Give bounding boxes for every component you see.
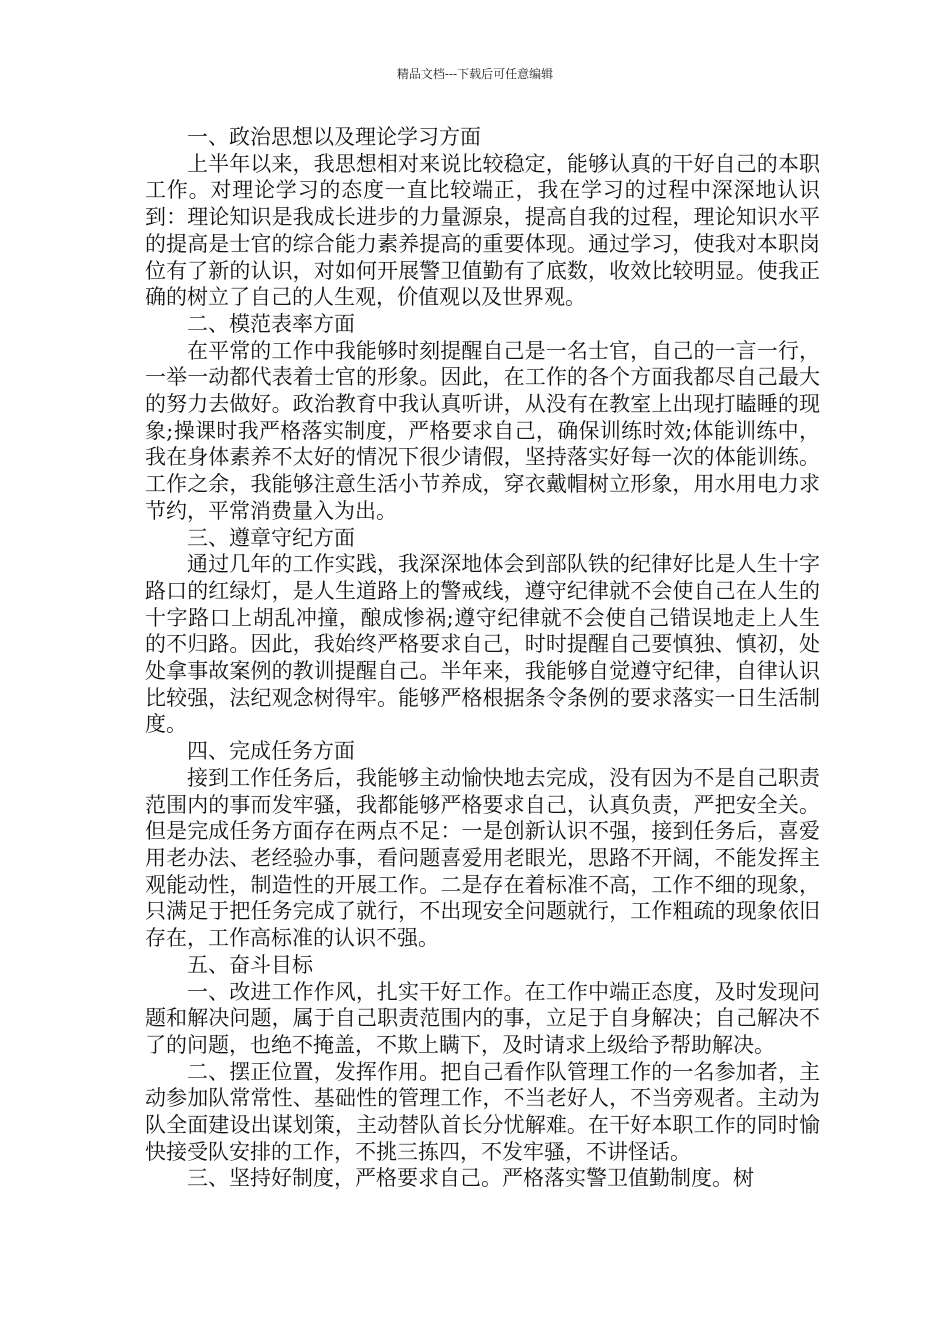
- paragraph-discipline: 通过几年的工作实践，我深深地体会到部队铁的纪律好比是人生十字路口的红绿灯，是人生道路上的警戒线，遵守纪律就不会使自己在人生的十字路口上胡乱冲撞，酿成惨祸;遵守纪律就不会使自己错误地走上人生的不归路。因此，我始终严格要求自己，时时提醒自己要慎独、慎初，处处拿事故案例的教训提醒自己。半年来，我能够自觉遵守纪律，自律认识比较强，法纪观念树得牢。能够严格根据条令条例的要求落实一日生活制度。: [145, 552, 820, 737]
- paragraph-politics: 上半年以来，我思想相对来说比较稳定，能够认真的干好自己的本职工作。对理论学习的态度一直比较端正，我在学习的过程中深深地认识到：理论知识是我成长进步的力量源泉，提高自我的过程，理论知识水平的提高是士官的综合能力素养提高的重要体现。通过学习，使我对本职岗位有了新的认识，对如何开展警卫值勤有了底数，收效比较明显。使我正确的树立了自己的人生观，价值观以及世界观。: [145, 151, 820, 310]
- paragraph-role-model: 在平常的工作中我能够时刻提醒自己是一名士官，自己的一言一行，一举一动都代表着士官的形象。因此，在工作的各个方面我都尽自己最大的努力去做好。政治教育中我认真听讲，从没有在教室上出现打瞌睡的现象;操课时我严格落实制度，严格要求自己，确保训练时效;体能训练中，我在身体素养不太好的情况下很少请假，坚持落实好每一次的体能训练。工作之余，我能够注意生活小节养成，穿衣戴帽树立形象，用水用电力求节约，平常消费量入为出。: [145, 338, 820, 523]
- section-heading-politics: 一、政治思想以及理论学习方面: [187, 125, 481, 149]
- paragraph-goal-position: 二、摆正位置，发挥作用。把自己看作队管理工作的一名参加者，主动参加队常常性、基础性的管理工作，不当老好人，不当旁观者。主动为队全面建设出谋划策，主动替队首长分忧解难。在干好本职工作的同时愉快接受队安排的工作，不挑三拣四，不发牢骚，不讲怪话。: [145, 1059, 820, 1164]
- section-heading-discipline: 三、遵章守纪方面: [187, 525, 355, 550]
- document-body: [145, 124, 820, 1192]
- section-heading-role-model: 二、模范表率方面: [187, 311, 355, 336]
- paragraph-goal-work-style: 一、改进工作作风，扎实干好工作。在工作中端正态度，及时发现问题和解决问题，属于自己职责范围内的事，立足于自身解决；自己解决不了的问题，也绝不掩盖，不欺上瞒下，及时请求上级给予帮助解决。: [145, 979, 820, 1057]
- paragraph-tasks: 接到工作任务后，我能够主动愉快地去完成，没有因为不是自己职责范围内的事而发牢骚，我都能够严格要求自己，认真负责，严把安全关。但是完成任务方面存在两点不足：一是创新认识不强，接到任务后，喜爱用老办法、老经验办事，看问题喜爱用老眼光，思路不开阔，不能发挥主观能动性，制造性的开展工作。二是存在着标准不高，工作不细的现象，只满足于把任务完成了就行，不出现安全问题就行，工作粗疏的现象依旧存在，工作高标准的认识不强。: [145, 765, 820, 951]
- page-header: 精品文档---下载后可任意编辑: [396, 67, 554, 81]
- section-heading-tasks: 四、完成任务方面: [187, 739, 355, 764]
- section-heading-goals: 五、奋斗目标: [187, 952, 313, 977]
- paragraph-goal-system: 三、坚持好制度，严格要求自己。严格落实警卫值勤制度。树: [187, 1166, 754, 1191]
